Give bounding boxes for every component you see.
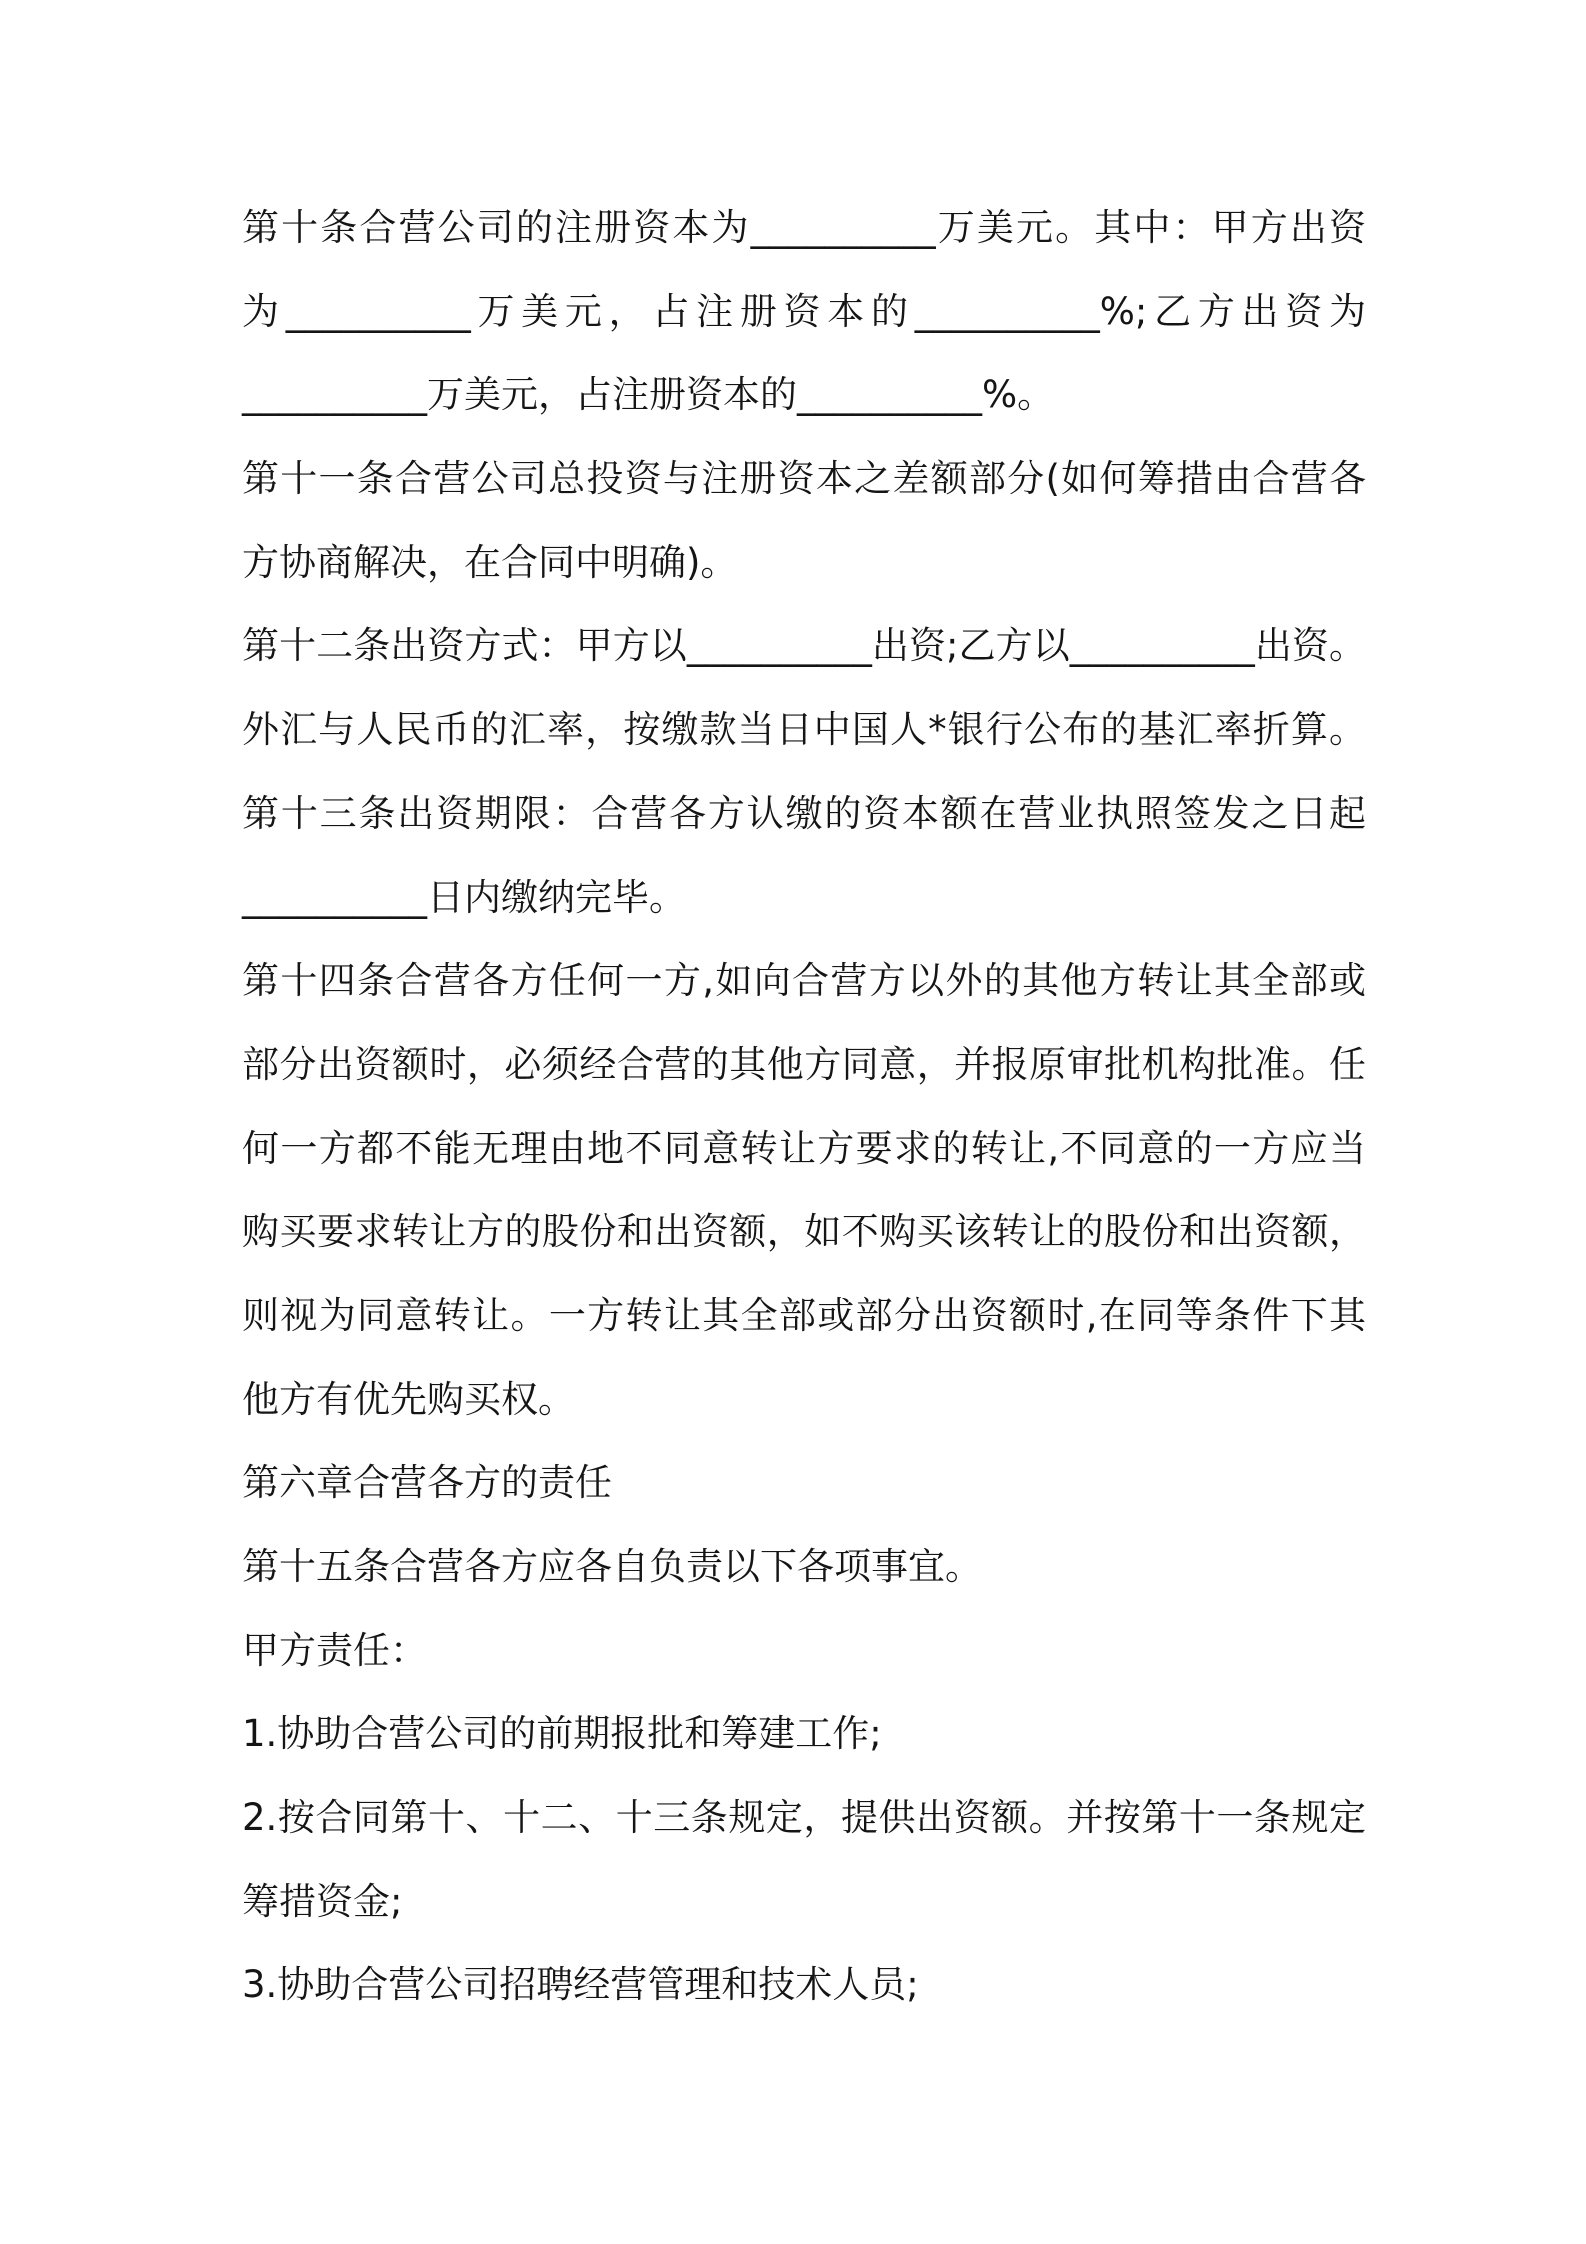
party-a-responsibilities-heading xyxy=(242,1609,1366,1693)
text-line: 购买要求转让方的股份和出资额，如不购买该转让的股份和出资额， xyxy=(242,1210,1366,1254)
text-line: 则视为同意转让。一方转让其全部或部分出资额时,在同等条件下其 xyxy=(242,1293,1366,1337)
list-item-1 xyxy=(242,1692,1366,1776)
text-line: 第十二条出资方式：甲方以__________出资;乙方以__________出资。 xyxy=(242,624,1366,668)
text-line: 3.协助合营公司招聘经营管理和技术人员; xyxy=(242,1963,919,2007)
article-12 xyxy=(242,604,1366,771)
text-line: 1.协助合营公司的前期报批和筹建工作; xyxy=(242,1712,882,1756)
text-line: __________万美元，占注册资本的__________%。 xyxy=(242,373,1055,417)
text-line: 2.按合同第十、十二、十三条规定，提供出资额。并按第十一条规定 xyxy=(242,1796,1366,1840)
text-line: 第十三条出资期限：合营各方认缴的资本额在营业执照签发之日起 xyxy=(242,791,1366,835)
text-line: 第十四条合营各方任何一方,如向合营方以外的其他方转让其全部或 xyxy=(242,959,1366,1003)
text-line: 甲方责任： xyxy=(242,1628,427,1672)
article-13 xyxy=(242,772,1366,939)
list-item-3 xyxy=(242,1943,1366,2027)
article-14 xyxy=(242,939,1366,1441)
text-line: 何一方都不能无理由地不同意转让方要求的转让,不同意的一方应当 xyxy=(242,1126,1366,1170)
text-line: 第十条合营公司的注册资本为__________万美元。其中：甲方出资 xyxy=(242,206,1366,249)
text-line: 部分出资额时，必须经合营的其他方同意，并报原审批机构批准。任 xyxy=(242,1042,1366,1086)
text-line: 筹措资金; xyxy=(242,1879,403,1923)
article-11 xyxy=(242,437,1366,604)
text-line: 外汇与人民币的汇率，按缴款当日中国人*银行公布的基汇率折算。 xyxy=(242,708,1366,752)
article-10 xyxy=(242,186,1366,437)
text-line: 第六章合营各方的责任 xyxy=(242,1461,612,1505)
chapter-6-heading xyxy=(242,1441,1366,1525)
document-body xyxy=(242,186,1366,2027)
text-line: 第十一条合营公司总投资与注册资本之差额部分(如何筹措由合营各 xyxy=(242,457,1366,501)
text-line: 第十五条合营各方应各自负责以下各项事宜。 xyxy=(242,1545,982,1588)
text-line: 方协商解决，在合同中明确)。 xyxy=(242,540,738,584)
list-item-2 xyxy=(242,1776,1366,1943)
text-line: 他方有优先购买权。 xyxy=(242,1377,575,1421)
article-15 xyxy=(242,1525,1366,1609)
text-line: __________日内缴纳完毕。 xyxy=(242,875,686,919)
text-line: 为__________万美元，占注册资本的__________%;乙方出资为 xyxy=(242,289,1366,333)
